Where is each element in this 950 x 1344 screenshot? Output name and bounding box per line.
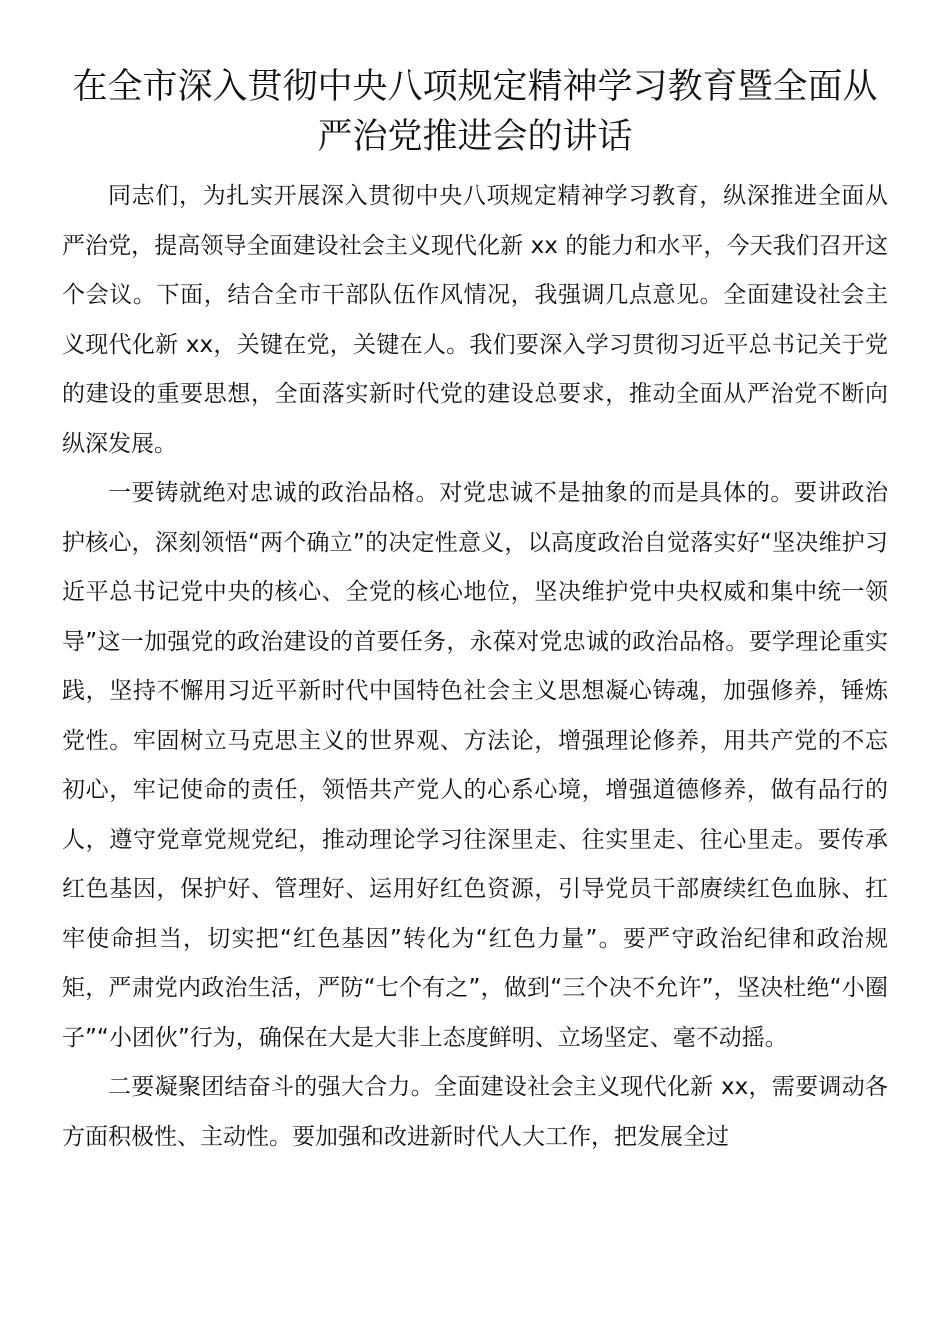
paragraph-point-2: 二要凝聚团结奋斗的强大合力。全面建设社会主义现代化新 xx，需要调动各方面积极性、主动性。要加强和改进新时代人大工作，把发展全过 — [62, 1074, 888, 1150]
paragraph-point-1: 一要铸就绝对忠诚的政治品格。对党忠诚不是抽象的而是具体的。要讲政治护核心，深刻领悟“两个确立”的决定性意义，以高度政治自觉落实好“坚决维护习近平总书记党中央的核心、全党的核心地位，坚决维护党中央权威和集中统一领导”这一加强党的政治建设的首要任务，永葆对党忠诚的政治品格。要学理论重实践，坚持不懈用习近平新时代中国特色社会主义思想凝心铸魂，加强修养，锤炼党性。牢固树立马克思主义的世界观、方法论，增强理论修养，用共产党的不忘初心，牢记使命的责任，领悟共产党人的心系心境，增强道德修养，做有品行的人，遵守党章党规党纪，推动理论学习往深里走、往实里走、往心里走。要传承红色基因，保护好、管理好、运用好红色资源，引导党员干部赓续红色血脉、扛牢使命担当，切实把“红色基因”转化为“红色力量”。要严守政治纪律和政治规矩，严肃党内政治生活，严防“七个有之”，做到“三个决不允许”，坚决杜绝“小圈子”“小团伙”行为，确保在大是大非上态度鲜明、立场坚定、毫不动摇。 — [62, 480, 888, 1051]
title-line-1: 在全市深入贯彻中央八项规定精神学习教育暨全面从 — [72, 67, 878, 107]
document-title — [62, 62, 888, 162]
title-line-2: 严治党推进会的讲话 — [317, 117, 633, 157]
paragraph-intro: 同志们，为扎实开展深入贯彻中央八项规定精神学习教育，纵深推进全面从严治党，提高领导全面建设社会主义现代化新 xx 的能力和水平，今天我们召开这个会议。下面，结合全市干部队伍作风情况，我强调几点意见。全面建设社会主义现代化新 xx，关键在党，关键在人。我们要深入学习贯彻习近平总书记关于党的建设的重要思想，全面落实新时代党的建设总要求，推动全面从严治党不断向纵深发展。 — [62, 183, 888, 457]
